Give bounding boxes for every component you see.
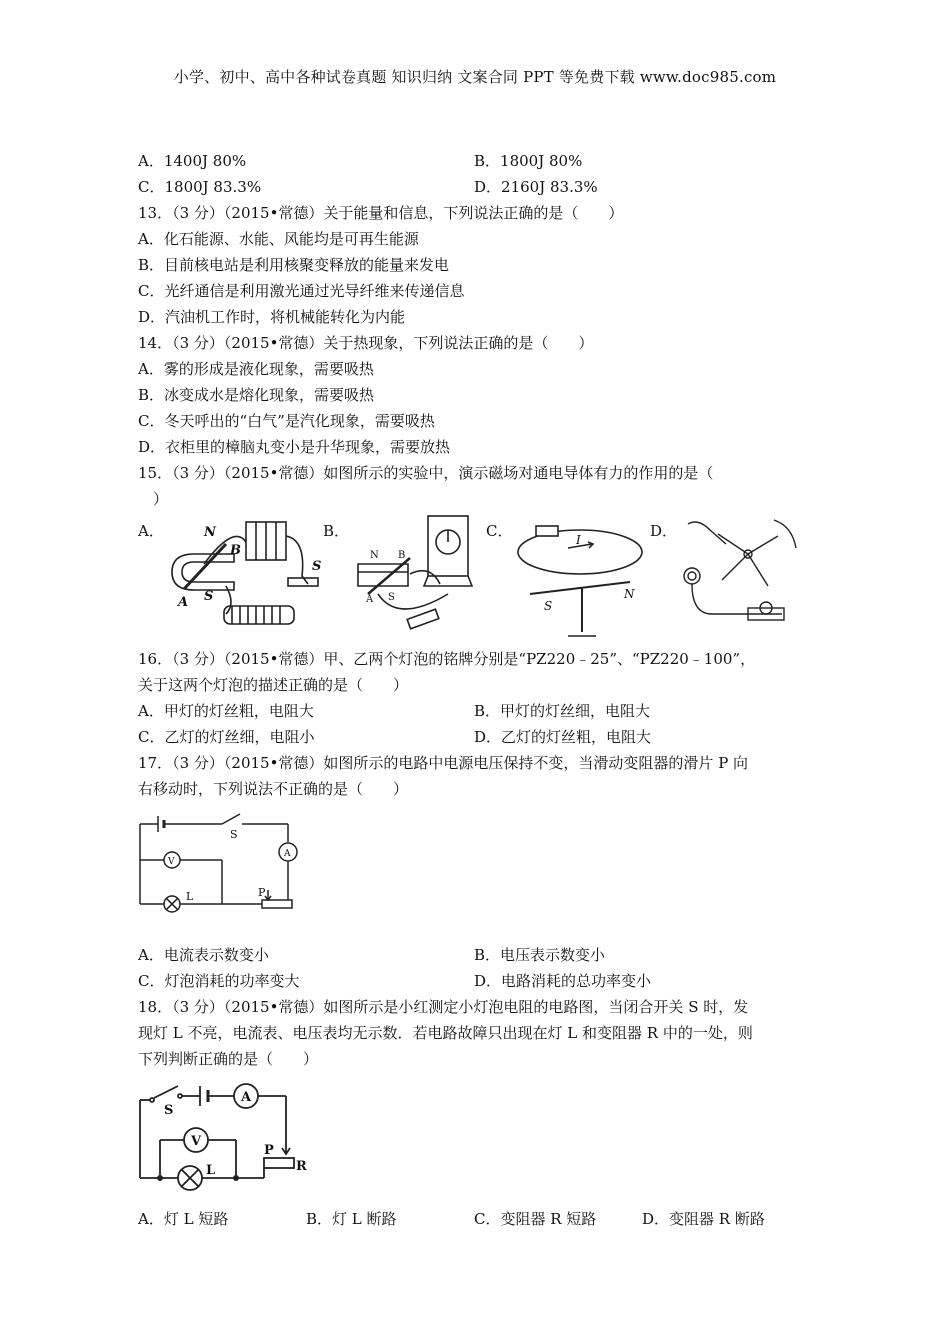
q17-option-c: C．灯泡消耗的功率变大 xyxy=(138,972,300,990)
q14-option-d: D．衣柜里的樟脑丸变小是升华现象，需要放热 xyxy=(138,438,451,456)
question-content xyxy=(138,148,810,1232)
q15-figures xyxy=(138,514,810,646)
q14-stem: 14．（3 分）（2015•常德）关于热现象，下列说法正确的是（ ） xyxy=(138,334,594,352)
q12-option-a: A．1400J 80% xyxy=(138,152,247,170)
q15-figure-c xyxy=(510,514,650,644)
q18-option-a: A．灯 L 短路 xyxy=(138,1210,229,1228)
q15-figure-b xyxy=(348,514,488,644)
q17-option-d: D．电路消耗的总功率变小 xyxy=(474,972,652,990)
q12-option-c: C．1800J 83.3% xyxy=(138,178,262,196)
q13-option-b: B．目前核电站是利用核聚变释放的能量来发电 xyxy=(138,256,450,274)
q15-figb-label-a: A xyxy=(366,594,374,605)
q16-stem-line-1: 16．（3 分）（2015•常德）甲、乙两个灯泡的铭牌分别是“PZ220﹣25”、“PZ220﹣100”， xyxy=(138,650,756,668)
q15-figure-a xyxy=(164,514,324,644)
q15-figa-label-n: N xyxy=(204,525,216,540)
q18-stem-line-3: 下列判断正确的是（ ） xyxy=(138,1050,319,1068)
q15-figb-label-b: B xyxy=(398,550,406,561)
q17-circuit-label-a: A xyxy=(284,849,291,859)
q15-stem-line-2: ） xyxy=(138,490,169,508)
q15-figa-label-s2: S xyxy=(312,559,322,574)
q17-option-a: A．电流表示数变小 xyxy=(138,946,269,964)
q17-options-row-2 xyxy=(138,968,810,994)
q15-figa-label-a: A xyxy=(178,595,189,610)
q13-stem: 13．（3 分）（2015•常德）关于能量和信息，下列说法正确的是（ ） xyxy=(138,204,624,222)
q15-figc-label-n: N xyxy=(624,587,635,601)
q15-figure-d xyxy=(678,514,808,644)
q12-options-row-1 xyxy=(138,148,810,174)
q15-figb-label-s: S xyxy=(388,592,395,603)
q17-options-row-1 xyxy=(138,942,810,968)
q16-option-d: D．乙灯的灯丝粗，电阻大 xyxy=(474,728,652,746)
q18-stem-line-2: 现灯 L 不亮，电流表、电压表均无示数．若电路故障只出现在灯 L 和变阻器 R 中的一处，则 xyxy=(138,1024,753,1042)
page-header: 小学、初中、高中各种试卷真题 知识归纳 文案合同 PPT 等免费下载 www.doc985.com xyxy=(173,68,777,86)
q18-option-c: C．变阻器 R 短路 xyxy=(474,1210,597,1228)
q16-options-row-1 xyxy=(138,698,810,724)
q16-option-b: B．甲灯的灯丝细，电阻大 xyxy=(474,702,651,720)
q18-options-row xyxy=(138,1206,810,1232)
q15-fig-label-d: D． xyxy=(650,522,678,540)
q16-option-a: A．甲灯的灯丝粗，电阻大 xyxy=(138,702,314,720)
q15-figc-label-i: I xyxy=(576,533,581,547)
q17-circuit-label-v: V xyxy=(168,857,175,867)
q13-option-a: A．化石能源、水能、风能均是可再生能源 xyxy=(138,230,419,248)
q17-circuit-label-p: P xyxy=(258,886,266,899)
q15-stem-line-1: 15．（3 分）（2015•常德）如图所示的实验中，演示磁场对通电导体有力的作用的是（ xyxy=(138,464,714,482)
q14-option-c: C．冬天呼出的“白气”是汽化现象，需要吸热 xyxy=(138,412,435,430)
q13-option-c: C．光纤通信是利用激光通过光导纤维来传递信息 xyxy=(138,282,465,300)
q12-option-b: B．1800J 80% xyxy=(474,152,583,170)
q18-circuit-label-v: V xyxy=(191,1134,202,1149)
q15-figb-label-n: N xyxy=(370,550,379,561)
q15-fig-label-a: A． xyxy=(138,522,164,540)
q18-circuit-label-l: L xyxy=(206,1163,216,1178)
q14-option-b: B．冰变成水是熔化现象，需要吸热 xyxy=(138,386,375,404)
q17-stem-line-2: 右移动时，下列说法不正确的是（ ） xyxy=(138,780,409,798)
q17-circuit-diagram xyxy=(138,810,308,934)
q15-figa-label-s1: S xyxy=(204,589,214,604)
q18-option-b: B．灯 L 断路 xyxy=(306,1210,397,1228)
q15-fig-label-b: B． xyxy=(323,522,350,540)
q12-option-d: D．2160J 83.3% xyxy=(474,178,598,196)
q14-option-a: A．雾的形成是液化现象，需要吸热 xyxy=(138,360,374,378)
q17-circuit-label-s: S xyxy=(230,828,238,841)
q15-fig-label-c: C． xyxy=(486,522,513,540)
q16-options-row-2 xyxy=(138,724,810,750)
q18-circuit-diagram xyxy=(138,1078,308,1198)
q17-circuit-label-l: L xyxy=(186,890,194,903)
q16-option-c: C．乙灯的灯丝细，电阻小 xyxy=(138,728,315,746)
q18-circuit-label-r: R xyxy=(296,1159,307,1174)
q15-figa-label-b: B xyxy=(230,543,241,558)
q18-stem-line-1: 18．（3 分）（2015•常德）如图所示是小红测定小灯泡电阻的电路图，当闭合开关 S 时，发 xyxy=(138,998,749,1016)
q18-option-d: D．变阻器 R 断路 xyxy=(642,1210,765,1228)
q18-circuit-label-p: P xyxy=(264,1143,274,1158)
q18-circuit-label-s: S xyxy=(164,1103,174,1118)
q15-figc-label-s: S xyxy=(544,599,553,613)
q12-options-row-2 xyxy=(138,174,810,200)
q18-circuit-label-a: A xyxy=(241,1090,252,1105)
q17-stem-line-1: 17．（3 分）（2015•常德）如图所示的电路中电源电压保持不变，当滑动变阻器的滑片 P 向 xyxy=(138,754,749,772)
q17-option-b: B．电压表示数变小 xyxy=(474,946,606,964)
q13-option-d: D．汽油机工作时，将机械能转化为内能 xyxy=(138,308,406,326)
q16-stem-line-2: 关于这两个灯泡的描述正确的是（ ） xyxy=(138,676,409,694)
